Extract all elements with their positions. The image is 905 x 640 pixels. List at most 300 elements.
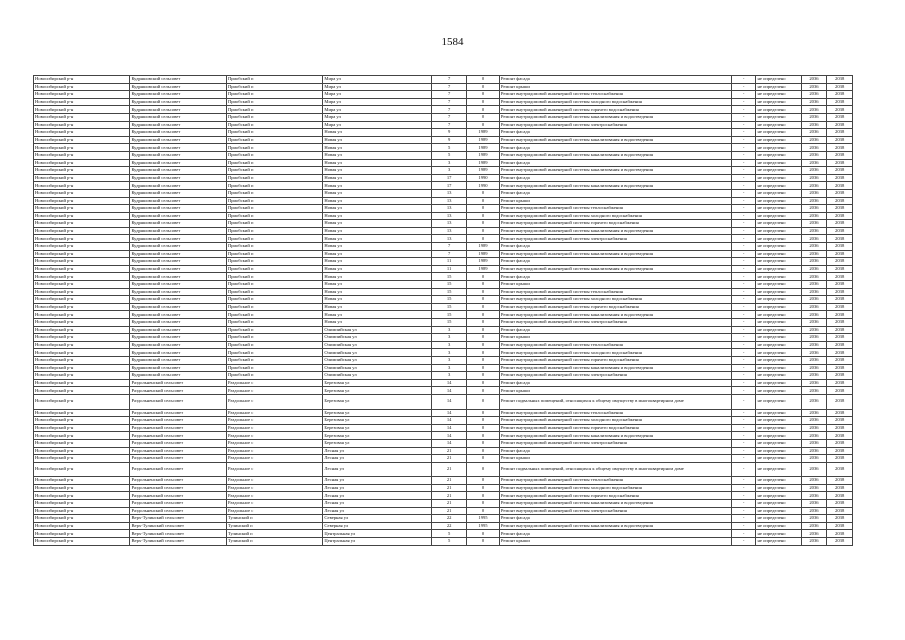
start-year-cell: 2036	[801, 281, 827, 289]
dash-cell: -	[731, 319, 756, 327]
house-number-cell: 14	[432, 424, 467, 432]
status-cell: не определено	[756, 334, 801, 342]
council-cell: Кудряшовский сельсовет	[130, 364, 226, 372]
year-cell: 0	[467, 205, 500, 213]
end-year-cell: 2038	[827, 281, 853, 289]
council-cell: Раздольненский сельсовет	[130, 394, 226, 409]
end-year-cell: 2038	[827, 91, 853, 99]
house-number-cell: 9	[432, 136, 467, 144]
house-number-cell: 3	[432, 334, 467, 342]
status-cell: не определено	[756, 409, 801, 417]
year-cell: 0	[467, 387, 500, 395]
council-cell: Кудряшовский сельсовет	[130, 356, 226, 364]
district-cell: Новосибирский р-н	[34, 372, 130, 380]
street-cell: Лесная ул	[323, 447, 432, 455]
council-cell: Кудряшовский сельсовет	[130, 334, 226, 342]
council-cell: Кудряшовский сельсовет	[130, 91, 226, 99]
house-number-cell: 7	[432, 91, 467, 99]
work-type-cell: Ремонт внутридомовой инженерной системы канализования и водоотведения	[499, 522, 731, 530]
work-type-cell: Ремонт внутридомовой инженерной системы холодного водоснабжения	[499, 212, 731, 220]
table-row	[34, 182, 853, 190]
house-number-cell: 13	[432, 197, 467, 205]
district-cell: Новосибирский р-н	[34, 311, 130, 319]
street-cell: Лесная ул	[323, 477, 432, 485]
start-year-cell: 2036	[801, 500, 827, 508]
status-cell: не определено	[756, 273, 801, 281]
work-type-cell: Ремонт внутридомовой инженерной системы горячего водоснабжения	[499, 356, 731, 364]
council-cell: Кудряшовский сельсовет	[130, 98, 226, 106]
work-type-cell: Ремонт фасада	[499, 76, 731, 84]
end-year-cell: 2038	[827, 538, 853, 546]
end-year-cell: 2038	[827, 462, 853, 477]
street-cell: Лесная ул	[323, 462, 432, 477]
street-cell: Березовая ул	[323, 424, 432, 432]
start-year-cell: 2036	[801, 212, 827, 220]
start-year-cell: 2036	[801, 113, 827, 121]
council-cell: Кудряшовский сельсовет	[130, 106, 226, 114]
street-cell: Новая ул	[323, 151, 432, 159]
year-cell: 0	[467, 439, 500, 447]
dash-cell: -	[731, 379, 756, 387]
settlement-cell: Приобский п	[226, 189, 322, 197]
settlement-cell: Раздольное с	[226, 455, 322, 463]
table-row	[34, 129, 853, 137]
council-cell: Раздольненский сельсовет	[130, 455, 226, 463]
status-cell: не определено	[756, 424, 801, 432]
settlement-cell: Приобский п	[226, 83, 322, 91]
district-cell: Новосибирский р-н	[34, 455, 130, 463]
district-cell: Новосибирский р-н	[34, 515, 130, 523]
status-cell: не определено	[756, 113, 801, 121]
table-row	[34, 500, 853, 508]
end-year-cell: 2038	[827, 227, 853, 235]
work-type-cell: Ремонт фасада	[499, 189, 731, 197]
street-cell: Новая ул	[323, 258, 432, 266]
house-number-cell: 5	[432, 144, 467, 152]
settlement-cell: Приобский п	[226, 129, 322, 137]
dash-cell: -	[731, 372, 756, 380]
year-cell: 0	[467, 326, 500, 334]
district-cell: Новосибирский р-н	[34, 98, 130, 106]
dash-cell: -	[731, 500, 756, 508]
settlement-cell: Раздольное с	[226, 409, 322, 417]
table-row	[34, 83, 853, 91]
house-number-cell: 5	[432, 151, 467, 159]
council-cell: Раздольненский сельсовет	[130, 492, 226, 500]
work-type-cell: Ремонт фасада	[499, 273, 731, 281]
council-cell: Раздольненский сельсовет	[130, 387, 226, 395]
year-cell: 0	[467, 281, 500, 289]
status-cell: не определено	[756, 121, 801, 129]
street-cell: Новая ул	[323, 174, 432, 182]
table-row	[34, 273, 853, 281]
dash-cell: -	[731, 174, 756, 182]
work-type-cell: Ремонт фасада	[499, 515, 731, 523]
council-cell: Кудряшовский сельсовет	[130, 182, 226, 190]
work-type-cell: Ремонт внутридомовой инженерной системы теплоснабжения	[499, 288, 731, 296]
start-year-cell: 2036	[801, 144, 827, 152]
street-cell: Новая ул	[323, 265, 432, 273]
work-type-cell: Ремонт крыши	[499, 334, 731, 342]
dash-cell: -	[731, 447, 756, 455]
start-year-cell: 2036	[801, 341, 827, 349]
council-cell: Кудряшовский сельсовет	[130, 144, 226, 152]
district-cell: Новосибирский р-н	[34, 364, 130, 372]
council-cell: Раздольненский сельсовет	[130, 447, 226, 455]
start-year-cell: 2036	[801, 538, 827, 546]
street-cell: Березовая ул	[323, 432, 432, 440]
table-row	[34, 424, 853, 432]
work-type-cell: Ремонт фасада	[499, 530, 731, 538]
dash-cell: -	[731, 83, 756, 91]
district-cell: Новосибирский р-н	[34, 477, 130, 485]
settlement-cell: Приобский п	[226, 243, 322, 251]
start-year-cell: 2036	[801, 151, 827, 159]
work-type-cell: Ремонт внутридомовой инженерной системы электроснабжения	[499, 439, 731, 447]
district-cell: Новосибирский р-н	[34, 288, 130, 296]
house-number-cell: 3	[432, 341, 467, 349]
council-cell: Верх-Тулинский сельсовет	[130, 515, 226, 523]
dash-cell: -	[731, 417, 756, 425]
work-type-cell: Ремонт внутридомовой инженерной системы горячего водоснабжения	[499, 106, 731, 114]
dash-cell: -	[731, 462, 756, 477]
settlement-cell: Раздольное с	[226, 492, 322, 500]
start-year-cell: 2036	[801, 182, 827, 190]
house-number-cell: 14	[432, 409, 467, 417]
dash-cell: -	[731, 364, 756, 372]
district-cell: Новосибирский р-н	[34, 507, 130, 515]
dash-cell: -	[731, 189, 756, 197]
district-cell: Новосибирский р-н	[34, 303, 130, 311]
status-cell: не определено	[756, 356, 801, 364]
status-cell: не определено	[756, 303, 801, 311]
street-cell: Березовая ул	[323, 387, 432, 395]
council-cell: Раздольненский сельсовет	[130, 409, 226, 417]
year-cell: 0	[467, 424, 500, 432]
district-cell: Новосибирский р-н	[34, 356, 130, 364]
settlement-cell: Приобский п	[226, 296, 322, 304]
status-cell: не определено	[756, 530, 801, 538]
settlement-cell: Приобский п	[226, 144, 322, 152]
district-cell: Новосибирский р-н	[34, 129, 130, 137]
year-cell: 0	[467, 83, 500, 91]
table-row	[34, 227, 853, 235]
street-cell: Лесная ул	[323, 455, 432, 463]
house-number-cell: 7	[432, 243, 467, 251]
start-year-cell: 2036	[801, 288, 827, 296]
settlement-cell: Приобский п	[226, 258, 322, 266]
settlement-cell: Приобский п	[226, 167, 322, 175]
dash-cell: -	[731, 394, 756, 409]
table-row	[34, 515, 853, 523]
street-cell: Мира ул	[323, 91, 432, 99]
council-cell: Кудряшовский сельсовет	[130, 326, 226, 334]
year-cell: 1989	[467, 136, 500, 144]
end-year-cell: 2038	[827, 288, 853, 296]
house-number-cell: 13	[432, 235, 467, 243]
district-cell: Новосибирский р-н	[34, 484, 130, 492]
dash-cell: -	[731, 258, 756, 266]
district-cell: Новосибирский р-н	[34, 387, 130, 395]
table-row	[34, 205, 853, 213]
settlement-cell: Приобский п	[226, 227, 322, 235]
street-cell: Новая ул	[323, 129, 432, 137]
dash-cell: -	[731, 303, 756, 311]
start-year-cell: 2036	[801, 250, 827, 258]
dash-cell: -	[731, 106, 756, 114]
end-year-cell: 2038	[827, 189, 853, 197]
start-year-cell: 2036	[801, 159, 827, 167]
house-number-cell: 21	[432, 492, 467, 500]
district-cell: Новосибирский р-н	[34, 167, 130, 175]
end-year-cell: 2038	[827, 235, 853, 243]
year-cell: 1990	[467, 174, 500, 182]
year-cell: 0	[467, 484, 500, 492]
settlement-cell: Приобский п	[226, 334, 322, 342]
council-cell: Раздольненский сельсовет	[130, 462, 226, 477]
district-cell: Новосибирский р-н	[34, 432, 130, 440]
year-cell: 0	[467, 113, 500, 121]
district-cell: Новосибирский р-н	[34, 235, 130, 243]
dash-cell: -	[731, 235, 756, 243]
settlement-cell: Приобский п	[226, 265, 322, 273]
year-cell: 0	[467, 356, 500, 364]
end-year-cell: 2038	[827, 197, 853, 205]
district-cell: Новосибирский р-н	[34, 121, 130, 129]
house-number-cell: 5	[432, 538, 467, 546]
year-cell: 0	[467, 394, 500, 409]
street-cell: Новая ул	[323, 136, 432, 144]
house-number-cell: 3	[432, 326, 467, 334]
street-cell: Новая ул	[323, 167, 432, 175]
council-cell: Кудряшовский сельсовет	[130, 197, 226, 205]
house-number-cell: 15	[432, 296, 467, 304]
street-cell: Центральная ул	[323, 530, 432, 538]
status-cell: не определено	[756, 265, 801, 273]
start-year-cell: 2036	[801, 455, 827, 463]
settlement-cell: Раздольное с	[226, 477, 322, 485]
dash-cell: -	[731, 182, 756, 190]
start-year-cell: 2036	[801, 136, 827, 144]
settlement-cell: Приобский п	[226, 303, 322, 311]
dash-cell: -	[731, 356, 756, 364]
street-cell: Новая ул	[323, 205, 432, 213]
street-cell: Новая ул	[323, 288, 432, 296]
table-row	[34, 522, 853, 530]
dash-cell: -	[731, 197, 756, 205]
settlement-cell: Раздольное с	[226, 447, 322, 455]
street-cell: Мира ул	[323, 113, 432, 121]
street-cell: Березовая ул	[323, 409, 432, 417]
status-cell: не определено	[756, 136, 801, 144]
status-cell: не определено	[756, 515, 801, 523]
street-cell: Олимпийская ул	[323, 326, 432, 334]
work-type-cell: Ремонт внутридомовой инженерной системы холодного водоснабжения	[499, 349, 731, 357]
end-year-cell: 2038	[827, 424, 853, 432]
start-year-cell: 2036	[801, 220, 827, 228]
end-year-cell: 2038	[827, 372, 853, 380]
dash-cell: -	[731, 281, 756, 289]
street-cell: Новая ул	[323, 197, 432, 205]
work-type-cell: Ремонт внутридомовой инженерной системы канализования и водоотведения	[499, 227, 731, 235]
street-cell: Новая ул	[323, 296, 432, 304]
year-cell: 1989	[467, 151, 500, 159]
start-year-cell: 2036	[801, 409, 827, 417]
table-row	[34, 258, 853, 266]
start-year-cell: 2036	[801, 356, 827, 364]
table-row	[34, 281, 853, 289]
council-cell: Кудряшовский сельсовет	[130, 121, 226, 129]
district-cell: Новосибирский р-н	[34, 220, 130, 228]
dash-cell: -	[731, 455, 756, 463]
district-cell: Новосибирский р-н	[34, 273, 130, 281]
street-cell: Новая ул	[323, 235, 432, 243]
street-cell: Новая ул	[323, 144, 432, 152]
start-year-cell: 2036	[801, 484, 827, 492]
district-cell: Новосибирский р-н	[34, 76, 130, 84]
year-cell: 0	[467, 296, 500, 304]
end-year-cell: 2038	[827, 311, 853, 319]
street-cell: Мира ул	[323, 98, 432, 106]
council-cell: Кудряшовский сельсовет	[130, 288, 226, 296]
street-cell: Мира ул	[323, 121, 432, 129]
end-year-cell: 2038	[827, 144, 853, 152]
district-cell: Новосибирский р-н	[34, 106, 130, 114]
street-cell: Новая ул	[323, 243, 432, 251]
street-cell: Лесная ул	[323, 507, 432, 515]
start-year-cell: 2036	[801, 507, 827, 515]
table-row	[34, 303, 853, 311]
year-cell: 1989	[467, 167, 500, 175]
work-type-cell: Ремонт внутридомовой инженерной системы электроснабжения	[499, 319, 731, 327]
dash-cell: -	[731, 273, 756, 281]
start-year-cell: 2036	[801, 197, 827, 205]
year-cell: 0	[467, 334, 500, 342]
settlement-cell: Приобский п	[226, 182, 322, 190]
year-cell: 0	[467, 379, 500, 387]
start-year-cell: 2036	[801, 174, 827, 182]
year-cell: 0	[467, 319, 500, 327]
start-year-cell: 2036	[801, 265, 827, 273]
dash-cell: -	[731, 387, 756, 395]
district-cell: Новосибирский р-н	[34, 538, 130, 546]
status-cell: не определено	[756, 258, 801, 266]
status-cell: не определено	[756, 83, 801, 91]
start-year-cell: 2036	[801, 530, 827, 538]
start-year-cell: 2036	[801, 492, 827, 500]
status-cell: не определено	[756, 364, 801, 372]
district-cell: Новосибирский р-н	[34, 424, 130, 432]
end-year-cell: 2038	[827, 205, 853, 213]
house-number-cell: 3	[432, 372, 467, 380]
table-row	[34, 189, 853, 197]
street-cell: Новая ул	[323, 182, 432, 190]
house-number-cell: 13	[432, 189, 467, 197]
end-year-cell: 2038	[827, 522, 853, 530]
year-cell: 0	[467, 227, 500, 235]
house-number-cell: 7	[432, 83, 467, 91]
work-type-cell: Ремонт фасада	[499, 326, 731, 334]
end-year-cell: 2038	[827, 455, 853, 463]
district-cell: Новосибирский р-н	[34, 492, 130, 500]
house-number-cell: 7	[432, 250, 467, 258]
dash-cell: -	[731, 432, 756, 440]
dash-cell: -	[731, 167, 756, 175]
start-year-cell: 2036	[801, 121, 827, 129]
end-year-cell: 2038	[827, 76, 853, 84]
house-number-cell: 11	[432, 265, 467, 273]
council-cell: Кудряшовский сельсовет	[130, 273, 226, 281]
year-cell: 0	[467, 288, 500, 296]
year-cell: 0	[467, 106, 500, 114]
house-number-cell: 11	[432, 258, 467, 266]
work-type-cell: Ремонт внутридомовой инженерной системы электроснабжения	[499, 121, 731, 129]
start-year-cell: 2036	[801, 349, 827, 357]
work-type-cell: Ремонт крыши	[499, 538, 731, 546]
council-cell: Кудряшовский сельсовет	[130, 159, 226, 167]
year-cell: 1995	[467, 522, 500, 530]
street-cell: Северная ул	[323, 515, 432, 523]
work-type-cell: Ремонт подвальных помещений, относящихся к общему имуществу в многоквартирном доме	[499, 462, 731, 477]
settlement-cell: Приобский п	[226, 197, 322, 205]
table-row	[34, 394, 853, 409]
house-number-cell: 14	[432, 417, 467, 425]
end-year-cell: 2038	[827, 159, 853, 167]
street-cell: Мира ул	[323, 106, 432, 114]
dash-cell: -	[731, 409, 756, 417]
council-cell: Кудряшовский сельсовет	[130, 83, 226, 91]
work-type-cell: Ремонт внутридомовой инженерной системы теплоснабжения	[499, 205, 731, 213]
year-cell: 0	[467, 349, 500, 357]
council-cell: Раздольненский сельсовет	[130, 500, 226, 508]
dash-cell: -	[731, 484, 756, 492]
work-type-cell: Ремонт фасада	[499, 379, 731, 387]
start-year-cell: 2036	[801, 439, 827, 447]
table-row	[34, 288, 853, 296]
work-type-cell: Ремонт крыши	[499, 281, 731, 289]
table-row	[34, 319, 853, 327]
work-type-cell: Ремонт внутридомовой инженерной системы горячего водоснабжения	[499, 492, 731, 500]
year-cell: 0	[467, 76, 500, 84]
settlement-cell: Приобский п	[226, 220, 322, 228]
council-cell: Раздольненский сельсовет	[130, 424, 226, 432]
house-number-cell: 22	[432, 515, 467, 523]
dash-cell: -	[731, 326, 756, 334]
street-cell: Новая ул	[323, 220, 432, 228]
year-cell: 0	[467, 372, 500, 380]
street-cell: Олимпийская ул	[323, 349, 432, 357]
table-row	[34, 417, 853, 425]
settlement-cell: Приобский п	[226, 151, 322, 159]
house-number-cell: 3	[432, 349, 467, 357]
status-cell: не определено	[756, 500, 801, 508]
street-cell: Мира ул	[323, 83, 432, 91]
council-cell: Раздольненский сельсовет	[130, 484, 226, 492]
house-number-cell: 21	[432, 500, 467, 508]
house-number-cell: 14	[432, 432, 467, 440]
status-cell: не определено	[756, 189, 801, 197]
status-cell: не определено	[756, 522, 801, 530]
district-cell: Новосибирский р-н	[34, 243, 130, 251]
settlement-cell: Раздольное с	[226, 394, 322, 409]
year-cell: 1989	[467, 250, 500, 258]
council-cell: Кудряшовский сельсовет	[130, 235, 226, 243]
year-cell: 0	[467, 477, 500, 485]
end-year-cell: 2038	[827, 484, 853, 492]
status-cell: не определено	[756, 326, 801, 334]
year-cell: 0	[467, 530, 500, 538]
year-cell: 1989	[467, 265, 500, 273]
